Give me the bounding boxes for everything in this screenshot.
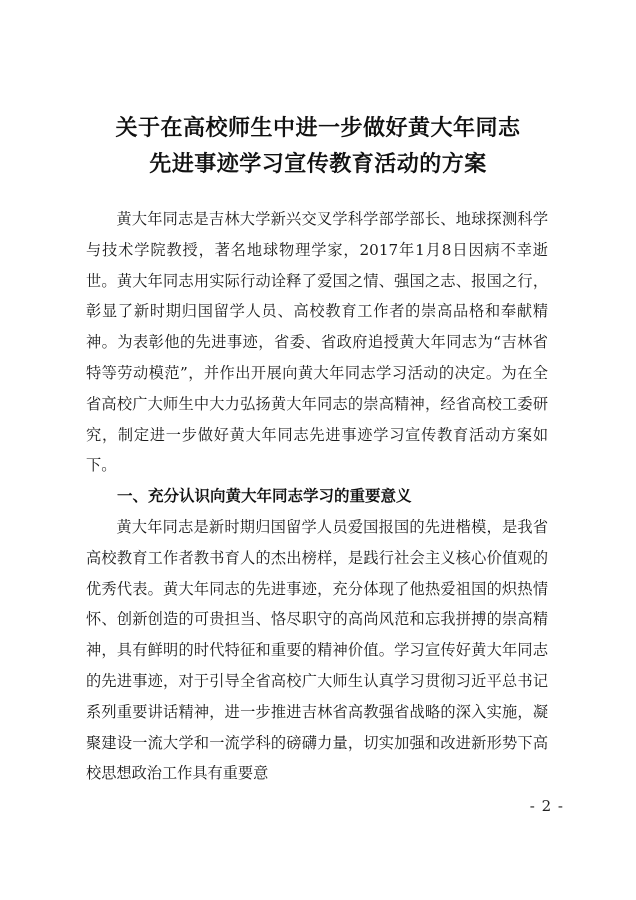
section-1-paragraph: 黄大年同志是新时期归国留学人员爱国报国的先进楷模，是我省高校教育工作者教书育人的杰出榜样，是践行社会主义核心价值观的优秀代表。黄大年同志的先进事迹，充分体现了他热爱祖国的炽热情怀、创新创造的可贵担当、恪尽职守的高尚风范和忘我拼搏的崇高精神，具有鲜明的时代特征和重要的精神价值。学习宣传好黄大年同志的先进事迹，对于引导全省高校广大师生认真学习贯彻习近平总书记系列重要讲话精神，进一步推进吉林省高教强省战略的深入实施，凝聚建设一流大学和一流学科的磅礴力量，切实加强和改进新形势下高校思想政治工作具有重要意 xyxy=(86,517,548,783)
page-number: - 2 - xyxy=(529,797,564,815)
document-body xyxy=(86,204,548,789)
document-title-line-2: 先进事迹学习宣传教育活动的方案 xyxy=(149,151,487,177)
section-1-heading: 一、充分认识向黄大年同志学习的重要意义 xyxy=(117,487,412,506)
intro-paragraph: 黄大年同志是吉林大学新兴交叉学科学部学部长、地球探测科学与技术学院教授，著名地球物理学家，2017年1月8日因病不幸逝世。黄大年同志用实际行动诠释了爱国之情、强国之志、报国之行，彰显了新时期归国留学人员、高校教育工作者的崇高品格和奉献精神。为表彰他的先进事迹，省委、省政府追授黄大年同志为“吉林省特等劳动模范”，并作出开展向黄大年同志学习活动的决定。为在全省高校广大师生中大力弘扬黄大年同志的崇高精神，经省高校工委研究，制定进一步做好黄大年同志先进事迹学习宣传教育活动方案如下。 xyxy=(86,210,548,475)
document-title-line-1: 关于在高校师生中进一步做好黄大年同志 xyxy=(115,115,521,141)
